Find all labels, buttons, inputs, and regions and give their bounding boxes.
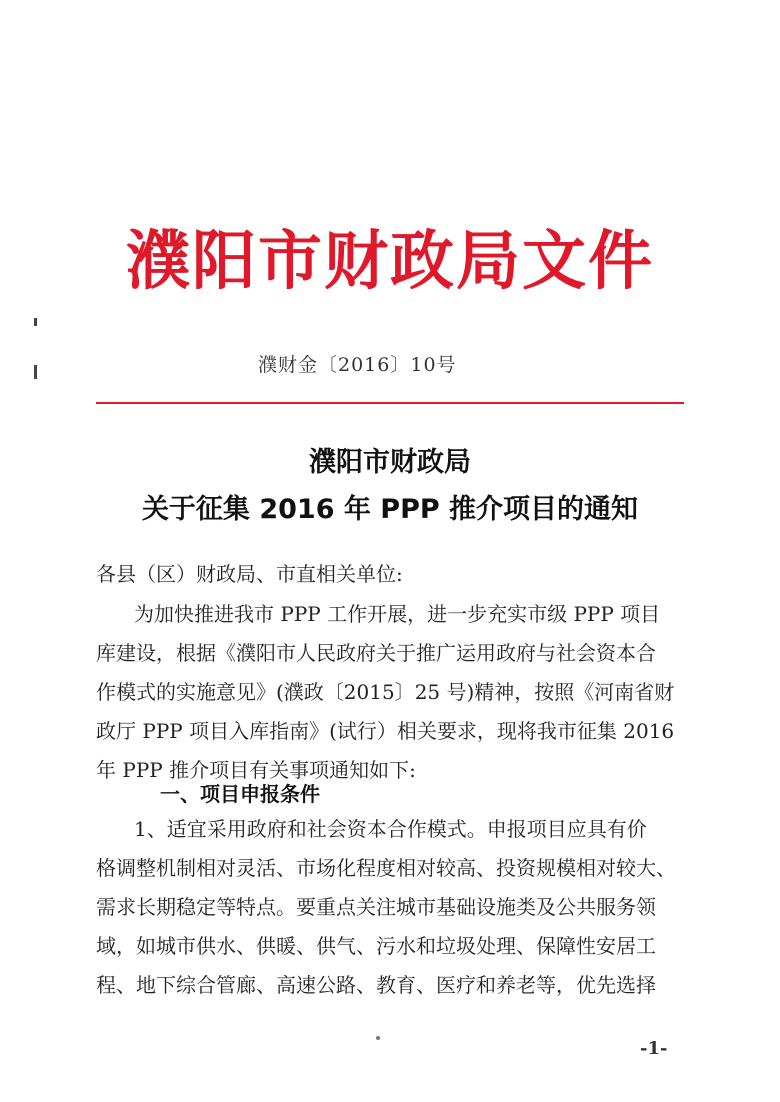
paragraph-line: 程、地下综合管廊、高速公路、教育、医疗和养老等，优先选择 [96,973,656,997]
paragraph-line: 1、适宜采用政府和社会资本合作模式。申报项目应具有价 [134,817,647,841]
paragraph-line: 作模式的实施意见》(濮政〔2015〕25 号)精神，按照《河南省财 [96,680,675,704]
red-divider [96,402,684,404]
notice-title-line1: 濮阳市财政局 [309,447,471,478]
section-heading: 一、项目申报条件 [160,782,320,806]
paragraph-line: 年 PPP 推介项目有关事项通知如下: [96,758,416,782]
agency-header-title: 濮阳市财政局文件 [126,225,654,299]
margin-mark [34,318,37,326]
paragraph-line: 域，如城市供水、供暖、供气、污水和垃圾处理、保障性安居工 [96,934,656,958]
paragraph-line: 库建设，根据《濮阳市人民政府关于推广运用政府与社会资本合 [96,641,656,665]
page-number: -1- [640,1038,668,1059]
paragraph-line: 政厅 PPP 项目入库指南》(试行）相关要求，现将我市征集 2016 [96,719,675,743]
document-number: 濮财金〔2016〕10号 [258,354,457,376]
notice-title-line2: 关于征集 2016 年 PPP 推介项目的通知 [141,494,639,525]
scan-speck [376,1036,380,1040]
salutation: 各县（区）财政局、市直相关单位: [96,562,403,586]
paragraph-line: 为加快推进我市 PPP 工作开展，进一步充实市级 PPP 项目 [134,602,661,626]
paragraph-line: 格调整机制相对灵活、市场化程度相对较高、投资规模相对较大、 [96,856,676,880]
paragraph-line: 需求长期稳定等特点。要重点关注城市基础设施类及公共服务领 [96,895,656,919]
margin-mark [34,365,37,379]
